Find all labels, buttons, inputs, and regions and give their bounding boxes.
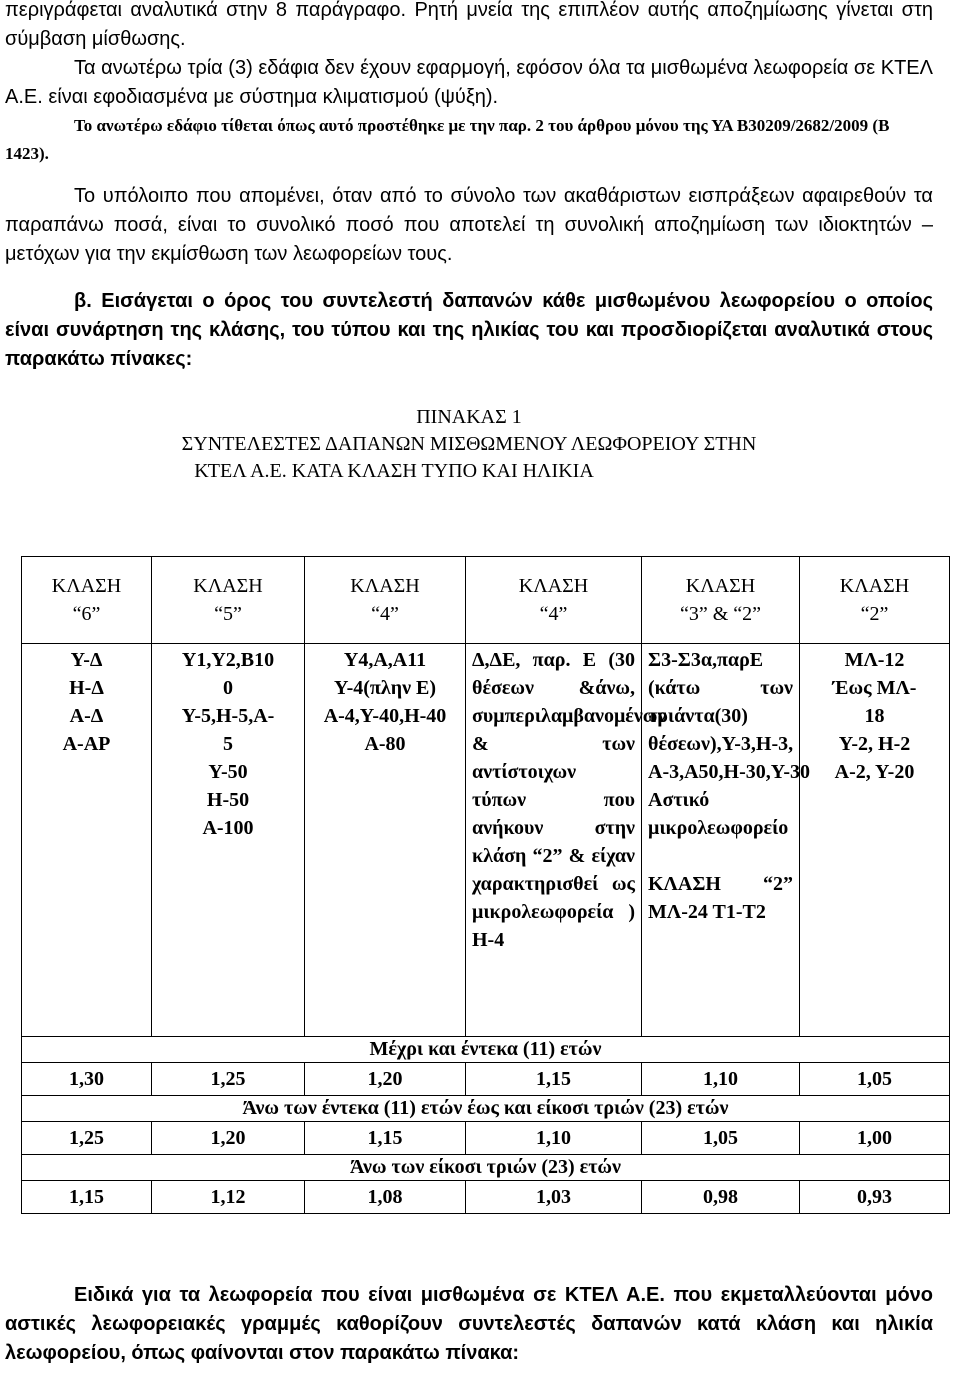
coefficient-row [22,1063,950,1096]
age-band-label: Άνω των έντεκα (11) ετών έως και είκοσι τριών (23) ετών [22,1096,950,1122]
age-band-row [22,1096,950,1122]
class-header-row [22,557,950,644]
coefficient-row [22,1122,950,1155]
beta-paragraph: β. Εισάγεται ο όρος του συντελεστή δαπανών κάθε μισθωμένου λεωφορείου ο οποίος είναι συνάρτηση της κλάσης, του τύπου και της ηλικίας του και προσδιορίζεται αναλυτικά στους παρακάτω πίνακες: [5,290,933,370]
types-cell-class-4b: Δ,ΔΕ, παρ. Ε (30 θέσεων &άνω, συμπεριλαμβανομένων & των αντίστοιχων τύπων που ανήκουν στην κλάση “2” & είχαν χαρακτηρισθεί ως μικρολεωφορεία ) Η-4 [466,644,642,1037]
class-header-cell: ΚΛΑΣΗ “6” [22,557,152,644]
closing-paragraph: Ειδικά για τα λεωφορεία που είναι μισθωμένα σε ΚΤΕΛ Α.Ε. που εκμεταλλεύονται μόνο αστικές λεωφορειακές γραμμές καθορίζουν συντελεστές δαπανών κατά κλάση και ηλικία λεωφορείου, όπως φαίνονται στον παρακάτω πίνακα: [5,1284,933,1364]
coefficients-table [21,556,950,1214]
coefficient-cell: 1,12 [152,1181,305,1214]
vehicle-types-row [22,644,950,1037]
age-band-label: Μέχρι και έντεκα (11) ετών [22,1037,950,1063]
coefficient-cell: 1,05 [642,1122,800,1155]
coefficient-cell: 0,93 [800,1181,950,1214]
age-band-label: Άνω των είκοσι τριών (23) ετών [22,1155,950,1181]
intro-paragraph-2: Τα ανωτέρω τρία (3) εδάφια δεν έχουν εφαρμογή, εφόσον όλα τα μισθωμένα λεωφορεία σε ΚΤΕΛ Α.Ε. είναι εφοδιασμένα με σύστημα κλιματισμού (ψύξη). [5,57,933,108]
age-band-row [22,1155,950,1181]
types-cell-class-2: ΜΛ-12 Έως ΜΛ- 18 Υ-2, Η-2 Α-2, Υ-20 [800,644,950,1037]
coefficient-cell: 0,98 [642,1181,800,1214]
coefficient-cell: 1,10 [466,1122,642,1155]
coefficient-cell: 1,15 [466,1063,642,1096]
coefficient-cell: 1,15 [305,1122,466,1155]
class-header-cell: ΚΛΑΣΗ “4” [305,557,466,644]
coefficient-cell: 1,00 [800,1122,950,1155]
coefficient-cell: 1,30 [22,1063,152,1096]
coefficient-row [22,1181,950,1214]
table-title-line-2: ΣΥΝΤΕΛΕΣΤΕΣ ΔΑΠΑΝΩΝ ΜΙΣΘΩΜΕΝΟΥ ΛΕΩΦΟΡΕΙΟΥ ΣΤΗΝ [181,433,757,455]
coefficient-cell: 1,20 [152,1122,305,1155]
types-cell-class-3-2: Σ3-Σ3α,παρΕ (κάτω των τριάντα(30) θέσεων),Υ-3,Η-3, Α-3,Α50,Η-30,Υ-30 Αστικό μικρολεωφορείο ΚΛΑΣΗ “2” ΜΛ-24 Τ1-Τ2 [642,644,800,1037]
coefficient-cell: 1,03 [466,1181,642,1214]
types-cell-class-6: Υ-Δ Η-Δ Α-Δ Α-ΑΡ [22,644,152,1037]
coefficient-cell: 1,10 [642,1063,800,1096]
class-header-cell: ΚΛΑΣΗ “5” [152,557,305,644]
amendment-note: Το ανωτέρω εδάφιο τίθεται όπως αυτό προστέθηκε με την παρ. 2 του άρθρου μόνου της ΥΑ Β30209/2682/2009 (Β 1423). [5,116,890,163]
types-cell-class-4a: Υ4,Α,Α11 Υ-4(πλην Ε) Α-4,Υ-40,Η-40 Α-80 [305,644,466,1037]
table-title-line-3: ΚΤΕΛ Α.Ε. ΚΑΤΑ ΚΛΑΣΗ ΤΥΠΟ ΚΑΙ ΗΛΙΚΙΑ [194,460,594,482]
coefficient-cell: 1,25 [152,1063,305,1096]
document-page [5,0,933,485]
coefficient-cell: 1,20 [305,1063,466,1096]
class-header-cell: ΚΛΑΣΗ “3” & “2” [642,557,800,644]
age-band-row [22,1037,950,1063]
remainder-paragraph: Το υπόλοιπο που απομένει, όταν από το σύνολο των ακαθάριστων εισπράξεων αφαιρεθούν τα παραπάνω ποσά, είναι το συνολικό ποσό που αποτελεί τη συνολική αποζημίωση των ιδιοκτητών – μετόχων για την εκμίσθωση των λεωφορείων τους. [5,185,933,265]
table-title [5,404,933,485]
coefficient-cell: 1,08 [305,1181,466,1214]
coefficient-cell: 1,05 [800,1063,950,1096]
types-cell-class-5: Υ1,Υ2,Β10 0 Υ-5,Η-5,Α- 5 Υ-50 Η-50 Α-100 [152,644,305,1037]
table-title-line-1: ΠΙΝΑΚΑΣ 1 [416,406,522,428]
class-header-cell: ΚΛΑΣΗ “4” [466,557,642,644]
class-header-cell: ΚΛΑΣΗ “2” [800,557,950,644]
intro-paragraph-1: περιγράφεται αναλυτικά στην 8 παράγραφο. Ρητή μνεία της επιπλέον αυτής αποζημίωσης γίνεται στη σύμβαση μίσθωσης. [5,0,933,50]
coefficient-cell: 1,15 [22,1181,152,1214]
coefficient-cell: 1,25 [22,1122,152,1155]
